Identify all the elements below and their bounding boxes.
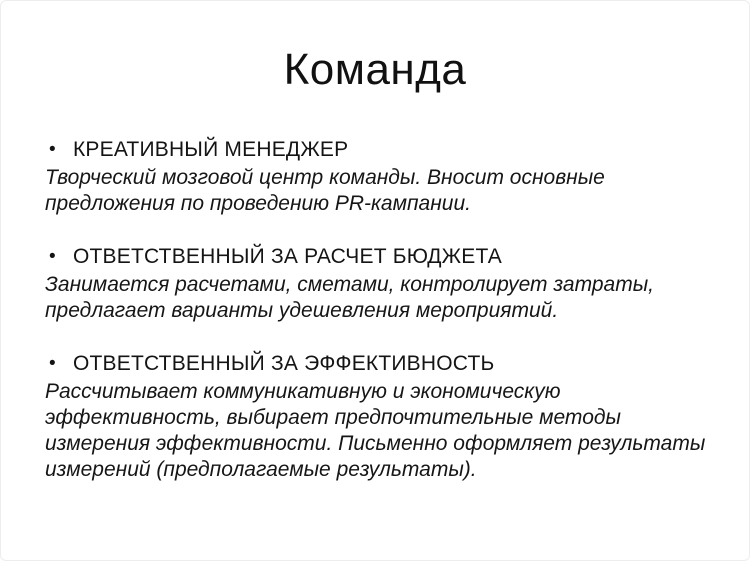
section-description: [45, 165, 709, 217]
slide-title: Команда: [283, 45, 467, 94]
description-line: Творческий мозговой центр команды. Вносит основные: [45, 166, 605, 189]
description-line: предлагает варианты удешевления мероприятий.: [45, 299, 559, 322]
section-heading: ОТВЕТСТВЕННЫЙ ЗА РАСЧЕТ БЮДЖЕТА: [73, 245, 502, 268]
description-line: измерений (предполагаемые результаты).: [45, 458, 477, 481]
bullet-marker: •: [49, 353, 56, 374]
description-line: эффективность, выбирает предпочтительные методы: [45, 406, 621, 429]
description-line: Занимается расчетами, сметами, контролирует затраты,: [45, 273, 654, 296]
description-line: предложения по проведению PR-кампании.: [45, 192, 471, 215]
section-heading: КРЕАТИВНЫЙ МЕНЕДЖЕР: [73, 138, 349, 161]
section-heading: ОТВЕТСТВЕННЫЙ ЗА ЭФФЕКТИВНОСТЬ: [73, 352, 495, 375]
bullet-heading: [45, 137, 709, 163]
section-effectiveness-manager: [45, 351, 709, 483]
bullet-marker: •: [49, 139, 56, 160]
section-description: [45, 272, 709, 324]
description-line: измерения эффективности. Письменно оформляет результаты: [45, 432, 706, 455]
description-line: Рассчитывает коммуникативную и экономическую: [45, 380, 561, 403]
section-creative-manager: [45, 137, 709, 217]
bullet-marker: •: [49, 246, 56, 267]
bullet-heading: [45, 244, 709, 270]
section-budget-manager: [45, 244, 709, 324]
bullet-heading: [45, 351, 709, 377]
section-description: [45, 379, 709, 483]
slide-body: [1, 137, 749, 483]
